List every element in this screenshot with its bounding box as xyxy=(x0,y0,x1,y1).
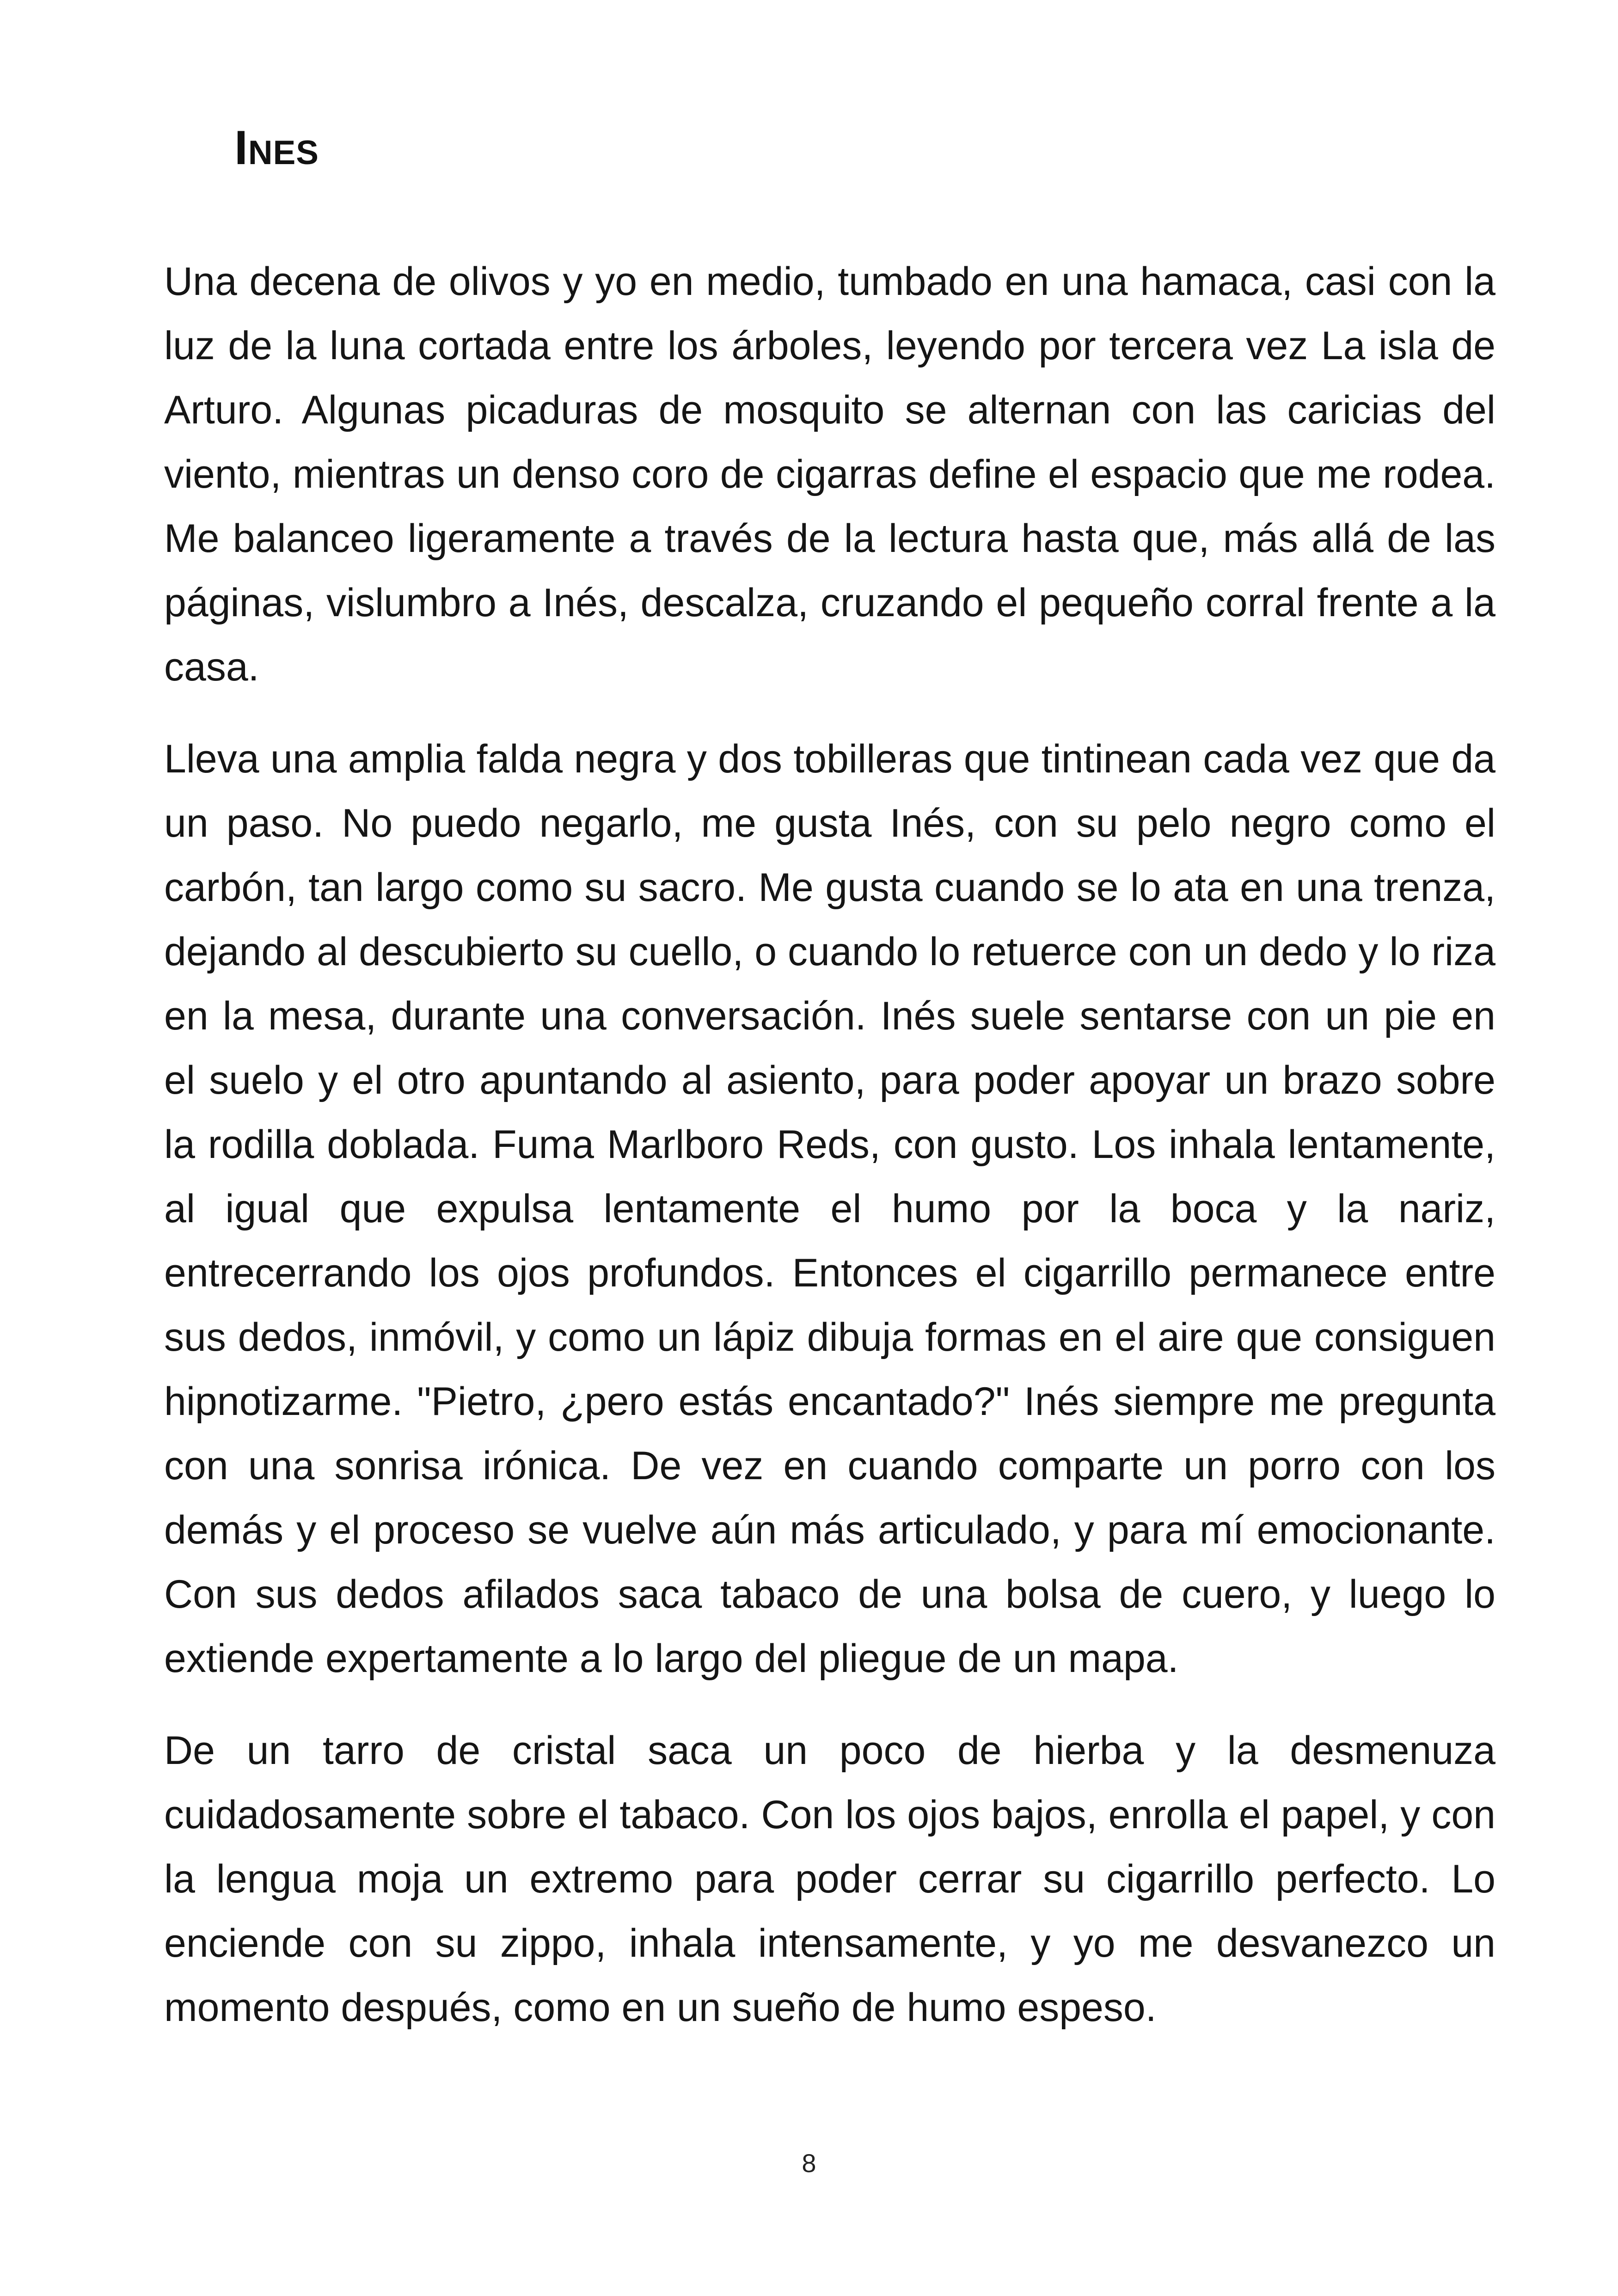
page-number: 8 xyxy=(802,2149,816,2178)
body-text xyxy=(164,250,1495,2068)
paragraph-1: Una decena de olivos y yo en medio, tumbado en una hamaca, casi con la luz de la luna cortada entre los árboles, leyendo por tercera vez La isla de Arturo. Algunas picaduras de mosquito se alternan con las caricias del viento, mientras un denso coro de cigarras define el espacio que me rodea. Me balanceo ligeramente a través de la lectura hasta que, más allá de las páginas, vislumbro a Inés, descalza, cruzando el pequeño corral frente a la casa. xyxy=(164,259,1495,689)
paragraph-3: De un tarro de cristal saca un poco de hierba y la desmenuza cuidadosamente sobre el tabaco. Con los ojos bajos, enrolla el papel, y con la lengua moja un extremo para poder cerrar su cigarrillo perfecto. Lo enciende con su zippo, inhala intensamente, y yo me desvanezco un momento después, como en un sueño de humo espeso. xyxy=(164,1728,1495,2030)
chapter-title: Ines xyxy=(234,121,319,175)
paragraph-2: Lleva una amplia falda negra y dos tobilleras que tintinean cada vez que da un paso. No puedo negarlo, me gusta Inés, con su pelo negro como el carbón, tan largo como su sacro. Me gusta cuando se lo ata en una trenza, dejando al descubierto su cuello, o cuando lo retuerce con un dedo y lo riza en la mesa, durante una conversación. Inés suele sentarse con un pie en el suelo y el otro apuntando al asiento, para poder apoyar un brazo sobre la rodilla doblada. Fuma Marlboro Reds, con gusto. Los inhala lentamente, al igual que expulsa lentamente el humo por la boca y la nariz, entrecerrando los ojos profundos. Entonces el cigarrillo permanece entre sus dedos, inmóvil, y como un lápiz dibuja formas en el aire que consiguen hipnotizarme. "Pietro, ¿pero estás encantado?" Inés siempre me pregunta con una sonrisa irónica. De vez en cuando comparte un porro con los demás y el proceso se vuelve aún más articulado, y para mí emocionante. Con sus dedos afilados saca tabaco de una bolsa de cuero, y luego lo extiende expertamente a lo largo del pliegue de un mapa. xyxy=(164,737,1495,1681)
